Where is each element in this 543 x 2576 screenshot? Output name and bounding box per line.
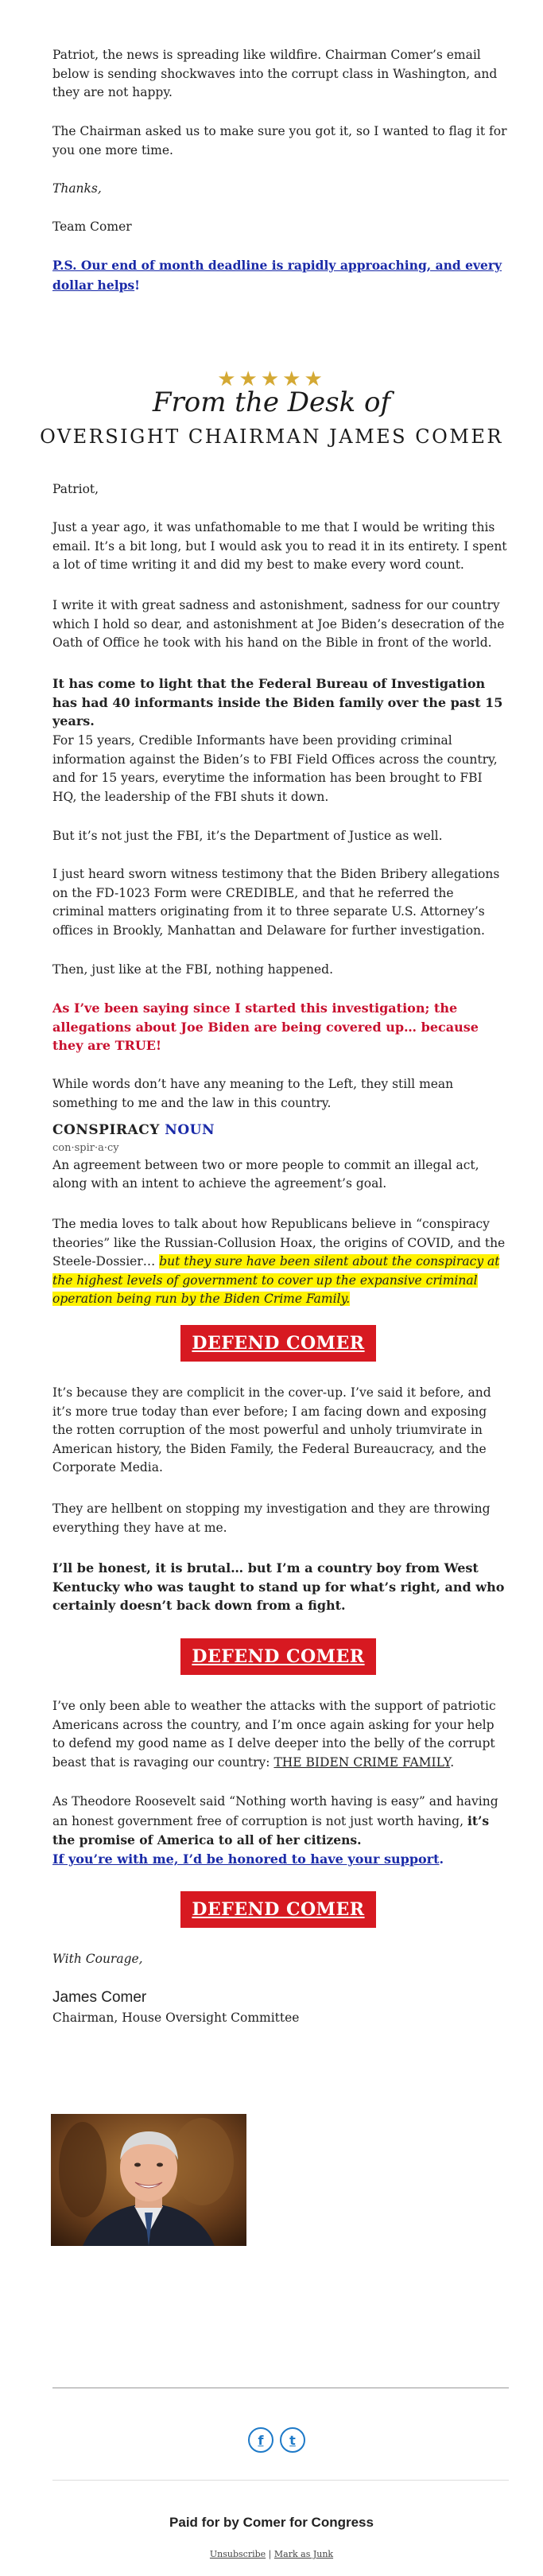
biden-crime-family-text: THE BIDEN CRIME FAMILY — [273, 1754, 451, 1770]
roosevelt-text: As Theodore Roosevelt said “Nothing worth having is easy” and having an honest government free of corruption is not just worth having, — [52, 1794, 498, 1828]
definition-text: An agreement between two or more people to commit an illegal act, along with an intent to achieve the agreement’s goal. — [52, 1157, 479, 1191]
support-link[interactable]: If you’re with me, I’d be honored to have your support — [52, 1851, 440, 1867]
star-rating-icon: ★★★★★ — [217, 367, 326, 391]
letter-paragraph-4: For 15 years, Credible Informants have been providing criminal information against the Biden’s to FBI Field Offices across the country, and for 15 years, everytime the information has been brought to FBI HQ, the leadership of the FBI shuts it down. — [52, 733, 498, 804]
defend-comer-button-2[interactable]: DEFEND COMER — [180, 1638, 376, 1675]
unsubscribe-link[interactable]: Unsubscribe — [209, 2549, 266, 2559]
intro-signoff: Team Comer — [52, 220, 132, 234]
intro-thanks: Thanks, — [52, 181, 102, 196]
promise-text: it’s the promise of America to all of her citizens. — [52, 1813, 490, 1847]
definition-part-of-speech: NOUN — [165, 1122, 215, 1138]
letter-paragraph-15 — [52, 1793, 509, 1851]
paragraph-14-tail: . — [450, 1754, 455, 1770]
signature-title: Chairman, House Oversight Committee — [52, 2011, 300, 2025]
support-tail: . — [439, 1851, 444, 1867]
letter-greeting: Patriot, — [52, 482, 99, 496]
definition-block — [52, 1121, 509, 1194]
media-conspiracy-text: The media loves to talk about how Republicans believe in “conspiracy theories” like the Russian-Collusion Hoax, the origins of COVID, and the Steele-Dossier… — [52, 1217, 506, 1269]
letter-paragraph-1: Just a year ago, it was unfathomable to me that I would be writing this email. It’s a bit long, but I would ask you to read it in its entirety. I spent a lot of time writing it and did my best to make every word count. — [52, 520, 507, 572]
letter-paragraph-6: I just heard sworn witness testimony that the Biden Bribery allegations on the FD-1023 Form were CREDIBLE, and that he referred the criminal matters originating from it to three separate U.S. Attorney’s offices in Brookly, Manhattan and Delaware for further investigation. — [52, 867, 500, 938]
letter-paragraph-10 — [52, 1215, 509, 1309]
letter-paragraph-14 — [52, 1697, 509, 1772]
letter-paragraph-5: But it’s not just the FBI, it’s the Department of Justice as well. — [52, 829, 443, 843]
ps-tail: ! — [134, 277, 140, 293]
ps-paragraph — [52, 256, 509, 295]
letter-paragraph-7: Then, just like at the FBI, nothing happened. — [52, 962, 334, 977]
intro-paragraph-1: Patriot, the news is spreading like wildfire. Chairman Comer’s email below is sending shockwaves into the corrupt class in Washington, and they are not happy. — [52, 48, 498, 99]
letter-paragraph-11: It’s because they are complicit in the cover-up. I’ve said it before, and it’s more true today than ever before; I am facing down and exposing the rotten corruption of the most powerful and unholy triumvirate in American history, the Biden Family, the Federal Bureaucracy, and the Corporate Media. — [52, 1385, 491, 1474]
ps-deadline-link[interactable]: P.S. Our end of month deadline is rapidly approaching, and every dollar helps — [52, 258, 502, 293]
footer-links — [0, 2549, 543, 2559]
defend-comer-button-1[interactable]: DEFEND COMER — [180, 1325, 376, 1362]
mark-as-junk-link[interactable]: Mark as Junk — [273, 2549, 334, 2559]
james-comer-photo — [51, 2114, 246, 2246]
defend-comer-button-3[interactable]: DEFEND COMER — [180, 1891, 376, 1928]
chairman-title: OVERSIGHT CHAIRMAN JAMES COMER — [40, 425, 503, 448]
letter-paragraph-8: As I’ve been saying since I started this investigation; the allegations about Joe Biden are being covered up… because they are TRUE! — [52, 1000, 479, 1053]
twitter-icon[interactable]: t — [280, 2427, 305, 2453]
letter-paragraph-12: They are hellbent on stopping my investigation and they are throwing everything they have at me. — [52, 1502, 491, 1535]
letter-paragraph-2: I write it with great sadness and astonishment, sadness for our country which I hold so dear, and astonishment at Joe Biden’s desecration of the Oath of Office he took with his hand on the Bible in front of the world. — [52, 598, 505, 650]
letter-closing: With Courage, — [52, 1952, 143, 1966]
support-paragraph — [52, 1850, 509, 1869]
from-the-desk-title: From the Desk of — [152, 387, 391, 418]
highlighted-text: but they sure have been silent about the conspiracy at the highest levels of government to cover up the expansive criminal operation being run by the Biden Crime Family. — [52, 1254, 500, 1306]
signature-name: James Comer — [52, 1989, 147, 2006]
letter-paragraph-13: I’ll be honest, it is brutal… but I’m a country boy from West Kentucky who was taught to stand up for what’s right, and who certainly doesn’t back down from a fight. — [52, 1560, 505, 1613]
facebook-icon[interactable]: f — [248, 2427, 273, 2453]
intro-paragraph-2: The Chairman asked us to make sure you got it, so I wanted to flag it for you one more time. — [52, 124, 507, 157]
definition-pronunciation: con·spir·a·cy — [52, 1141, 119, 1154]
support-text: I’ve only been able to weather the attacks with the support of patriotic Americans across the country, and I’m once again asking for your help to defend my good name as I delve deeper into the belly of the corrupt beast that is ravaging our country: — [52, 1699, 496, 1770]
definition-word: CONSPIRACY — [52, 1122, 160, 1138]
letter-paragraph-9: While words don’t have any meaning to the Left, they still mean something to me and the law in this country. — [52, 1077, 454, 1110]
footer-divider-bottom — [52, 2480, 509, 2481]
letter-paragraph-3: It has come to light that the Federal Bureau of Investigation has had 40 informants inside the Biden family over the past 15 years. — [52, 676, 503, 729]
paid-for-disclaimer: Paid for by Comer for Congress — [169, 2515, 374, 2530]
footer-separator: | — [268, 2549, 272, 2559]
